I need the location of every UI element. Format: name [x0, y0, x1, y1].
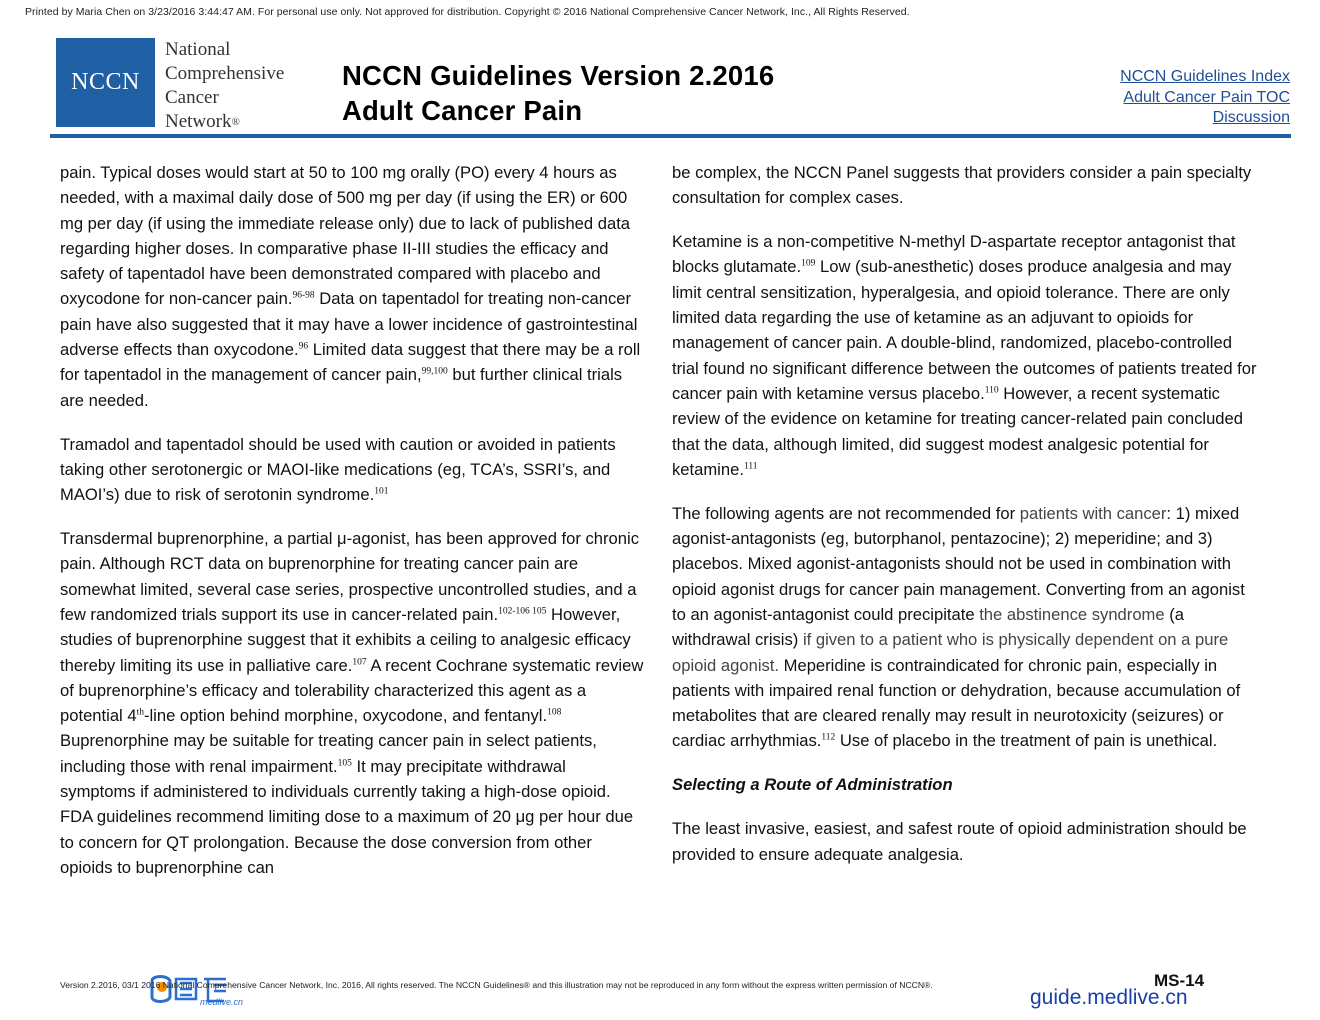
- medlive-logo-caption: medlive.cn: [200, 997, 244, 1007]
- reference: 108: [547, 707, 562, 718]
- logo-line-text: Network: [165, 111, 232, 132]
- text-run: Transdermal buprenorphine, a partial μ-agonist, has been approved for chronic pain. Although RCT data on buprenorphine for treating cancer pain are somewhat limited, several case series, prospective uncontrolled studies, and a few randomized trials support its use in cancer-related pain.: [60, 529, 639, 624]
- text-run: (a withdrawal crisis): [672, 604, 1184, 650]
- medlive-logo: [148, 973, 258, 1009]
- text-run: : 1) mixed agonist-antagonists (eg, butorphanol, pentazocine); 2) meperidine; and 3) placebos. Mixed agonist-antagonists should not be used in combination with opioid agonist drugs for cancer pain management. Converting from an agonist to an agonist-antagonist could precipitate: [672, 503, 1245, 624]
- reference: 107: [352, 657, 367, 667]
- text-run: be complex, the NCCN Panel suggests that providers consider a pain specialty consultation for complex cases.: [672, 163, 1252, 208]
- text-run: The following agents are not recommended for: [672, 503, 1020, 523]
- text-run: if given to a patient who is physically dependent on a pure opioid agonist.: [672, 630, 1229, 675]
- reference: 96-98: [292, 290, 315, 301]
- text-run: Low (sub-anesthetic) doses produce analgesia and may limit central sensitization, hyperalgesia, and opioid tolerance. There are only limited data regarding the use of ketamine as an adjuvant to opioids for management of cancer pain. A double-blind, randomized, placebo-controlled trial found no significant difference between the outcomes of patients treated for cancer pain with ketamine versus placebo.: [672, 257, 1257, 403]
- reference: 105: [337, 758, 352, 769]
- toc-link[interactable]: Adult Cancer Pain TOC: [1123, 88, 1290, 106]
- reference: 109: [801, 258, 816, 269]
- header-divider: [50, 134, 1291, 138]
- paragraph: [672, 501, 1257, 754]
- text-run: patients with cancer: [1019, 503, 1167, 523]
- registered-mark: ®: [231, 116, 240, 128]
- logo-wordmark: [165, 38, 284, 134]
- paragraph: [672, 229, 1257, 482]
- paragraph: [672, 816, 1257, 867]
- paragraph: [672, 160, 1257, 211]
- nccn-logo: [56, 38, 284, 134]
- ordinal-suffix: th: [136, 707, 144, 718]
- reference: 110: [984, 385, 999, 396]
- watermark-url: guide.medlive.cn: [1030, 986, 1188, 1009]
- logo-line: Comprehensive: [165, 63, 285, 84]
- print-notice: Printed by Maria Chen on 3/23/2016 3:44:47 AM. For personal use only. Not approved for distribution. Copyright © 2016 National Comprehensive Cancer Network, Inc., All Rights Reserved.: [25, 6, 910, 18]
- text-run: Data on tapentadol for treating non-cancer pain have also suggested that it may have a lower incidence of gastrointestinal adverse effects than oxycodone.: [60, 289, 638, 360]
- guideline-topic-title: Adult Cancer Pain: [342, 95, 583, 126]
- header-links: [1120, 67, 1290, 129]
- text-run: However, a recent systematic review of the evidence on ketamine for treating cancer-related pain concluded that the data, although limited, did suggest modest analgesic potential for ketamine.: [672, 383, 1243, 479]
- text-run: However, studies of buprenorphine suggest that it exhibits a ceiling to analgesic efficacy thereby limiting its use in palliative care.: [60, 604, 631, 675]
- logo-line: Cancer: [165, 87, 219, 108]
- text-run: Ketamine is a non-competitive N-methyl D-aspartate receptor antagonist that blocks glutamate.: [672, 232, 1236, 277]
- text-run: -line option behind morphine, oxycodone, and fentanyl.: [143, 706, 548, 726]
- right-column: [672, 160, 1257, 885]
- text-run: It may precipitate withdrawal symptoms if administered to individuals currently taking a high-dose opioid. FDA guidelines recommend limiting dose to a maximum of 20 μg per hour due to concern for QT prolongation. Because the dose conversion from other opioids to buprenorphine can: [60, 756, 634, 877]
- reference: 99,100: [421, 366, 448, 377]
- logo-badge: NCCN: [56, 38, 155, 127]
- reference: 101: [374, 486, 389, 497]
- page-title: [342, 58, 774, 128]
- logo-line: National: [165, 39, 231, 60]
- text-run: but further clinical trials are needed.: [60, 365, 623, 410]
- text-run: the abstinence syndrome: [979, 604, 1165, 624]
- reference: 102-106 105: [498, 606, 547, 617]
- logo-line: [165, 110, 284, 134]
- paragraph: [60, 160, 645, 413]
- reference: 111: [743, 461, 758, 472]
- text-run: Limited data suggest that there may be a roll for tapentadol in the management of cancer pain,: [60, 340, 641, 385]
- guidelines-index-link[interactable]: NCCN Guidelines Index: [1120, 68, 1290, 85]
- page-number: MS-14: [1154, 971, 1205, 990]
- left-column: [60, 160, 645, 899]
- paragraph: [60, 432, 645, 508]
- text-run: Buprenorphine may be suitable for treating cancer pain in select patients, including those with renal impairment.: [60, 731, 597, 776]
- paragraph: [60, 526, 645, 880]
- text-run: Tramadol and tapentadol should be used with caution or avoided in patients taking other serotonergic or MAOI-like medications (eg, TCA’s, SSRI’s, and MAOI’s) due to risk of serotonin syndrome.: [60, 434, 616, 505]
- discussion-link[interactable]: Discussion: [1212, 109, 1290, 126]
- section-subheading: Selecting a Route of Administration: [672, 775, 953, 795]
- text-run: A recent Cochrane systematic review of buprenorphine’s efficacy and tolerability characterized this agent as a potential 4: [60, 655, 644, 726]
- text-run: pain. Typical doses would start at 50 to 100 mg orally (PO) every 4 hours as needed, with a maximal daily dose of 500 mg per day (if using the ER) or 600 mg per day (if using the immediate release only) due to lack of published data regarding higher doses. In comparative phase II-III studies the efficacy and safety of tapentadol have been demonstrated compared with placebo and oxycodone for non-cancer pain.: [60, 163, 631, 309]
- reference: 112: [821, 732, 836, 743]
- text-run: Meperidine is contraindicated for chronic pain, especially in patients with impaired renal function or dehydration, because accumulation of metabolites that are cleared renally may result in neurotoxicity (seizures) or cardiac arrhythmias.: [672, 655, 1241, 751]
- guideline-version-title: NCCN Guidelines Version 2.2016: [342, 60, 775, 91]
- reference: 96: [298, 341, 309, 352]
- footer-copyright: Version 2.2016, 03/1 2016 National Comprehensive Cancer Network, Inc. 2016, All rights reserved. The NCCN Guidelines® and this illustration may not be reproduced in any form without the express written permission of NCCN®.: [60, 980, 933, 990]
- text-run: The least invasive, easiest, and safest route of opioid administration should be provided to ensure adequate analgesia.: [672, 819, 1247, 864]
- text-run: Use of placebo in the treatment of pain is unethical.: [835, 731, 1218, 751]
